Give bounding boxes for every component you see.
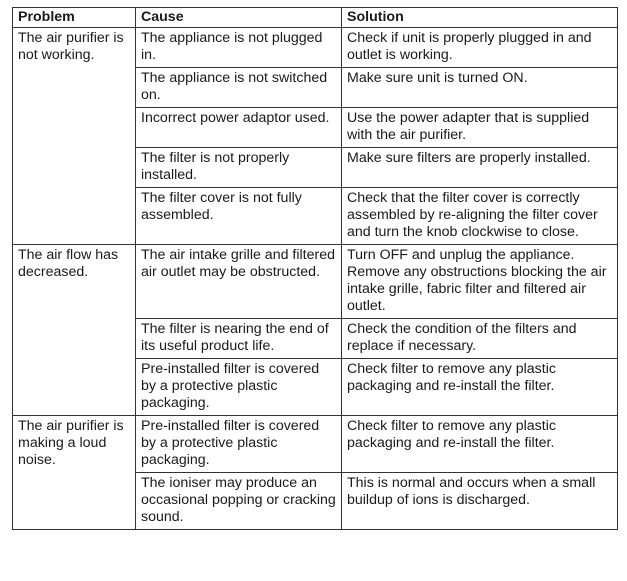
solution-cell: Make sure unit is turned ON. <box>342 68 618 108</box>
problem-cell: The air flow has decreased. <box>13 245 136 416</box>
cause-cell: Incorrect power adaptor used. <box>136 108 342 148</box>
solution-cell: Check that the filter cover is correctly assembled by re-aligning the filter cover and turn the knob clockwise to close. <box>342 188 618 245</box>
cause-cell: The air intake grille and filtered air outlet may be obstructed. <box>136 245 342 319</box>
solution-cell: Check if unit is properly plugged in and outlet is working. <box>342 28 618 68</box>
table-row <box>13 245 618 319</box>
cause-cell: The appliance is not plugged in. <box>136 28 342 68</box>
header-row <box>13 8 618 28</box>
solution-cell: Use the power adapter that is supplied with the air purifier. <box>342 108 618 148</box>
solution-cell: Make sure filters are properly installed. <box>342 148 618 188</box>
header-solution: Solution <box>342 8 618 28</box>
cause-cell: Pre-installed filter is covered by a protective plastic packaging. <box>136 359 342 416</box>
cause-cell: The filter cover is not fully assembled. <box>136 188 342 245</box>
header-cause: Cause <box>136 8 342 28</box>
cause-cell: The ioniser may produce an occasional popping or cracking sound. <box>136 473 342 530</box>
table-body <box>13 28 618 530</box>
solution-cell: Check filter to remove any plastic packaging and re-install the filter. <box>342 359 618 416</box>
problem-cell: The air purifier is not working. <box>13 28 136 245</box>
cause-cell: The filter is nearing the end of its useful product life. <box>136 319 342 359</box>
solution-cell: This is normal and occurs when a small buildup of ions is discharged. <box>342 473 618 530</box>
cause-cell: The appliance is not switched on. <box>136 68 342 108</box>
problem-cell: The air purifier is making a loud noise. <box>13 416 136 530</box>
table-row <box>13 416 618 473</box>
troubleshooting-table-container <box>12 7 618 530</box>
header-problem: Problem <box>13 8 136 28</box>
solution-cell: Check filter to remove any plastic packaging and re-install the filter. <box>342 416 618 473</box>
table-row <box>13 28 618 68</box>
troubleshooting-table <box>12 7 618 530</box>
cause-cell: The filter is not properly installed. <box>136 148 342 188</box>
solution-cell: Turn OFF and unplug the appliance. Remove any obstructions blocking the air intake grille, fabric filter and filtered air outlet. <box>342 245 618 319</box>
cause-cell: Pre-installed filter is covered by a protective plastic packaging. <box>136 416 342 473</box>
solution-cell: Check the condition of the filters and replace if necessary. <box>342 319 618 359</box>
